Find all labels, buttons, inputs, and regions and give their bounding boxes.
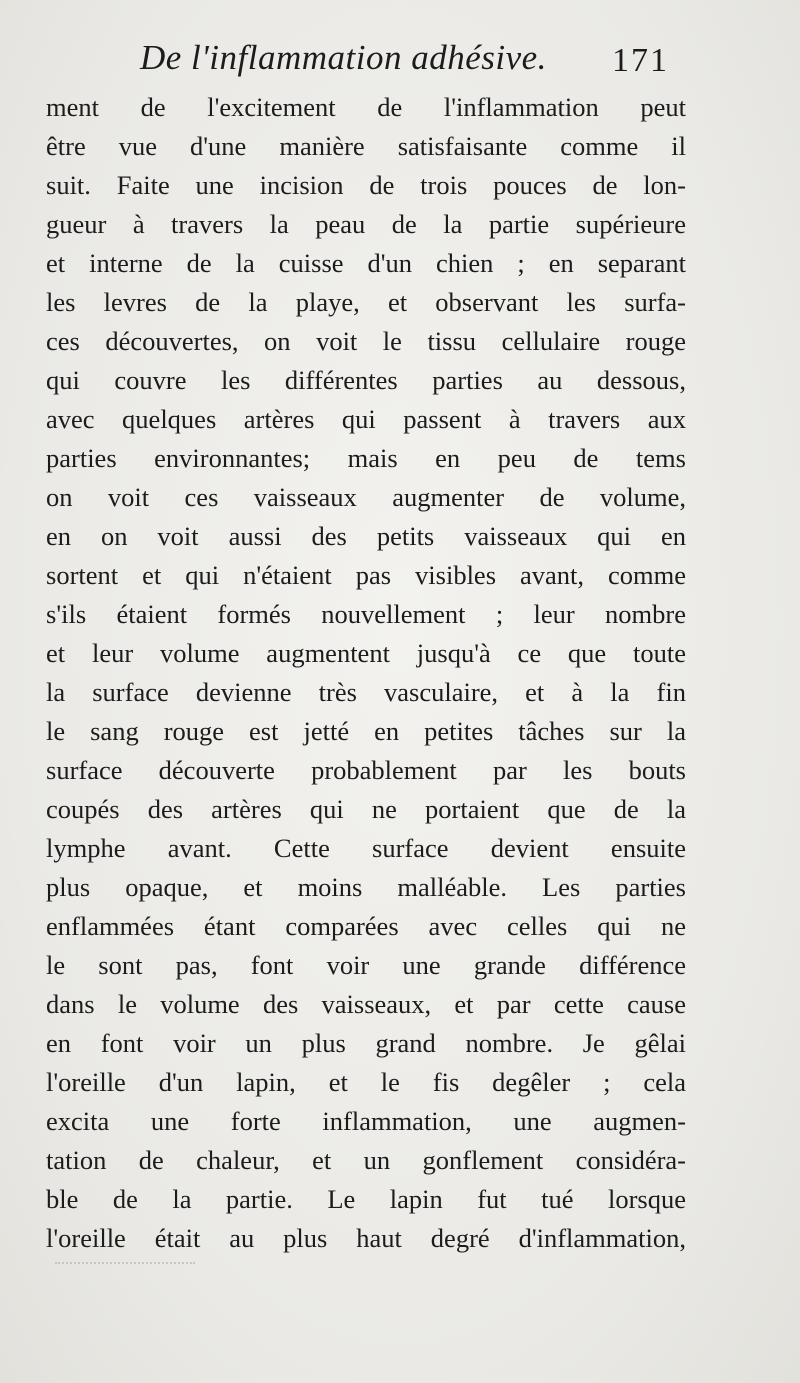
text-line: on voit ces vaisseaux augmenter de volume, [46,482,686,512]
text-line: coupés des artères qui ne portaient que de la [46,794,686,824]
text-line: lymphe avant. Cette surface devient ensuite [46,833,686,863]
text-line: enflammées étant comparées avec celles qui ne [46,911,686,941]
text-line: ble de la partie. Le lapin fut tué lorsque [46,1184,686,1214]
text-line: suit. Faite une incision de trois pouces de lon- [46,170,686,200]
text-line: et leur volume augmentent jusqu'à ce que toute [46,638,686,668]
text-line: qui couvre les différentes parties au dessous, [46,365,686,395]
running-title: De l'inflammation adhésive. [140,38,547,77]
text-line: être vue d'une manière satisfaisante comme il [46,131,686,161]
body-text [46,88,686,1258]
text-line: l'oreille était au plus haut degré d'inflammation, [46,1223,686,1253]
text-line: les levres de la playe, et observant les surfa- [46,287,686,317]
text-line: surface découverte probablement par les bouts [46,755,686,785]
text-line: en on voit aussi des petits vaisseaux qui en [46,521,686,551]
text-line: le sang rouge est jetté en petites tâches sur la [46,716,686,746]
text-line: la surface devienne très vasculaire, et à la fin [46,677,686,707]
text-line: s'ils étaient formés nouvellement ; leur nombre [46,599,686,629]
text-line: avec quelques artères qui passent à travers aux [46,404,686,434]
text-line: excita une forte inflammation, une augmen- [46,1106,686,1136]
text-line: le sont pas, font voir une grande différence [46,950,686,980]
text-line: tation de chaleur, et un gonflement considéra- [46,1145,686,1175]
bleed-through-marks [55,1262,195,1278]
text-line: l'oreille d'un lapin, et le fis degêler ; cela [46,1067,686,1097]
text-line: ces découvertes, on voit le tissu cellulaire rouge [46,326,686,356]
page-number: 171 [612,42,669,79]
text-line: gueur à travers la peau de la partie supérieure [46,209,686,239]
text-line: dans le volume des vaisseaux, et par cette cause [46,989,686,1019]
text-line: ment de l'excitement de l'inflammation peut [46,92,686,122]
text-line: plus opaque, et moins malléable. Les parties [46,872,686,902]
text-line: en font voir un plus grand nombre. Je gêlai [46,1028,686,1058]
text-line: sortent et qui n'étaient pas visibles avant, comme [46,560,686,590]
text-line: parties environnantes; mais en peu de tems [46,443,686,473]
text-line: et interne de la cuisse d'un chien ; en separant [46,248,686,278]
